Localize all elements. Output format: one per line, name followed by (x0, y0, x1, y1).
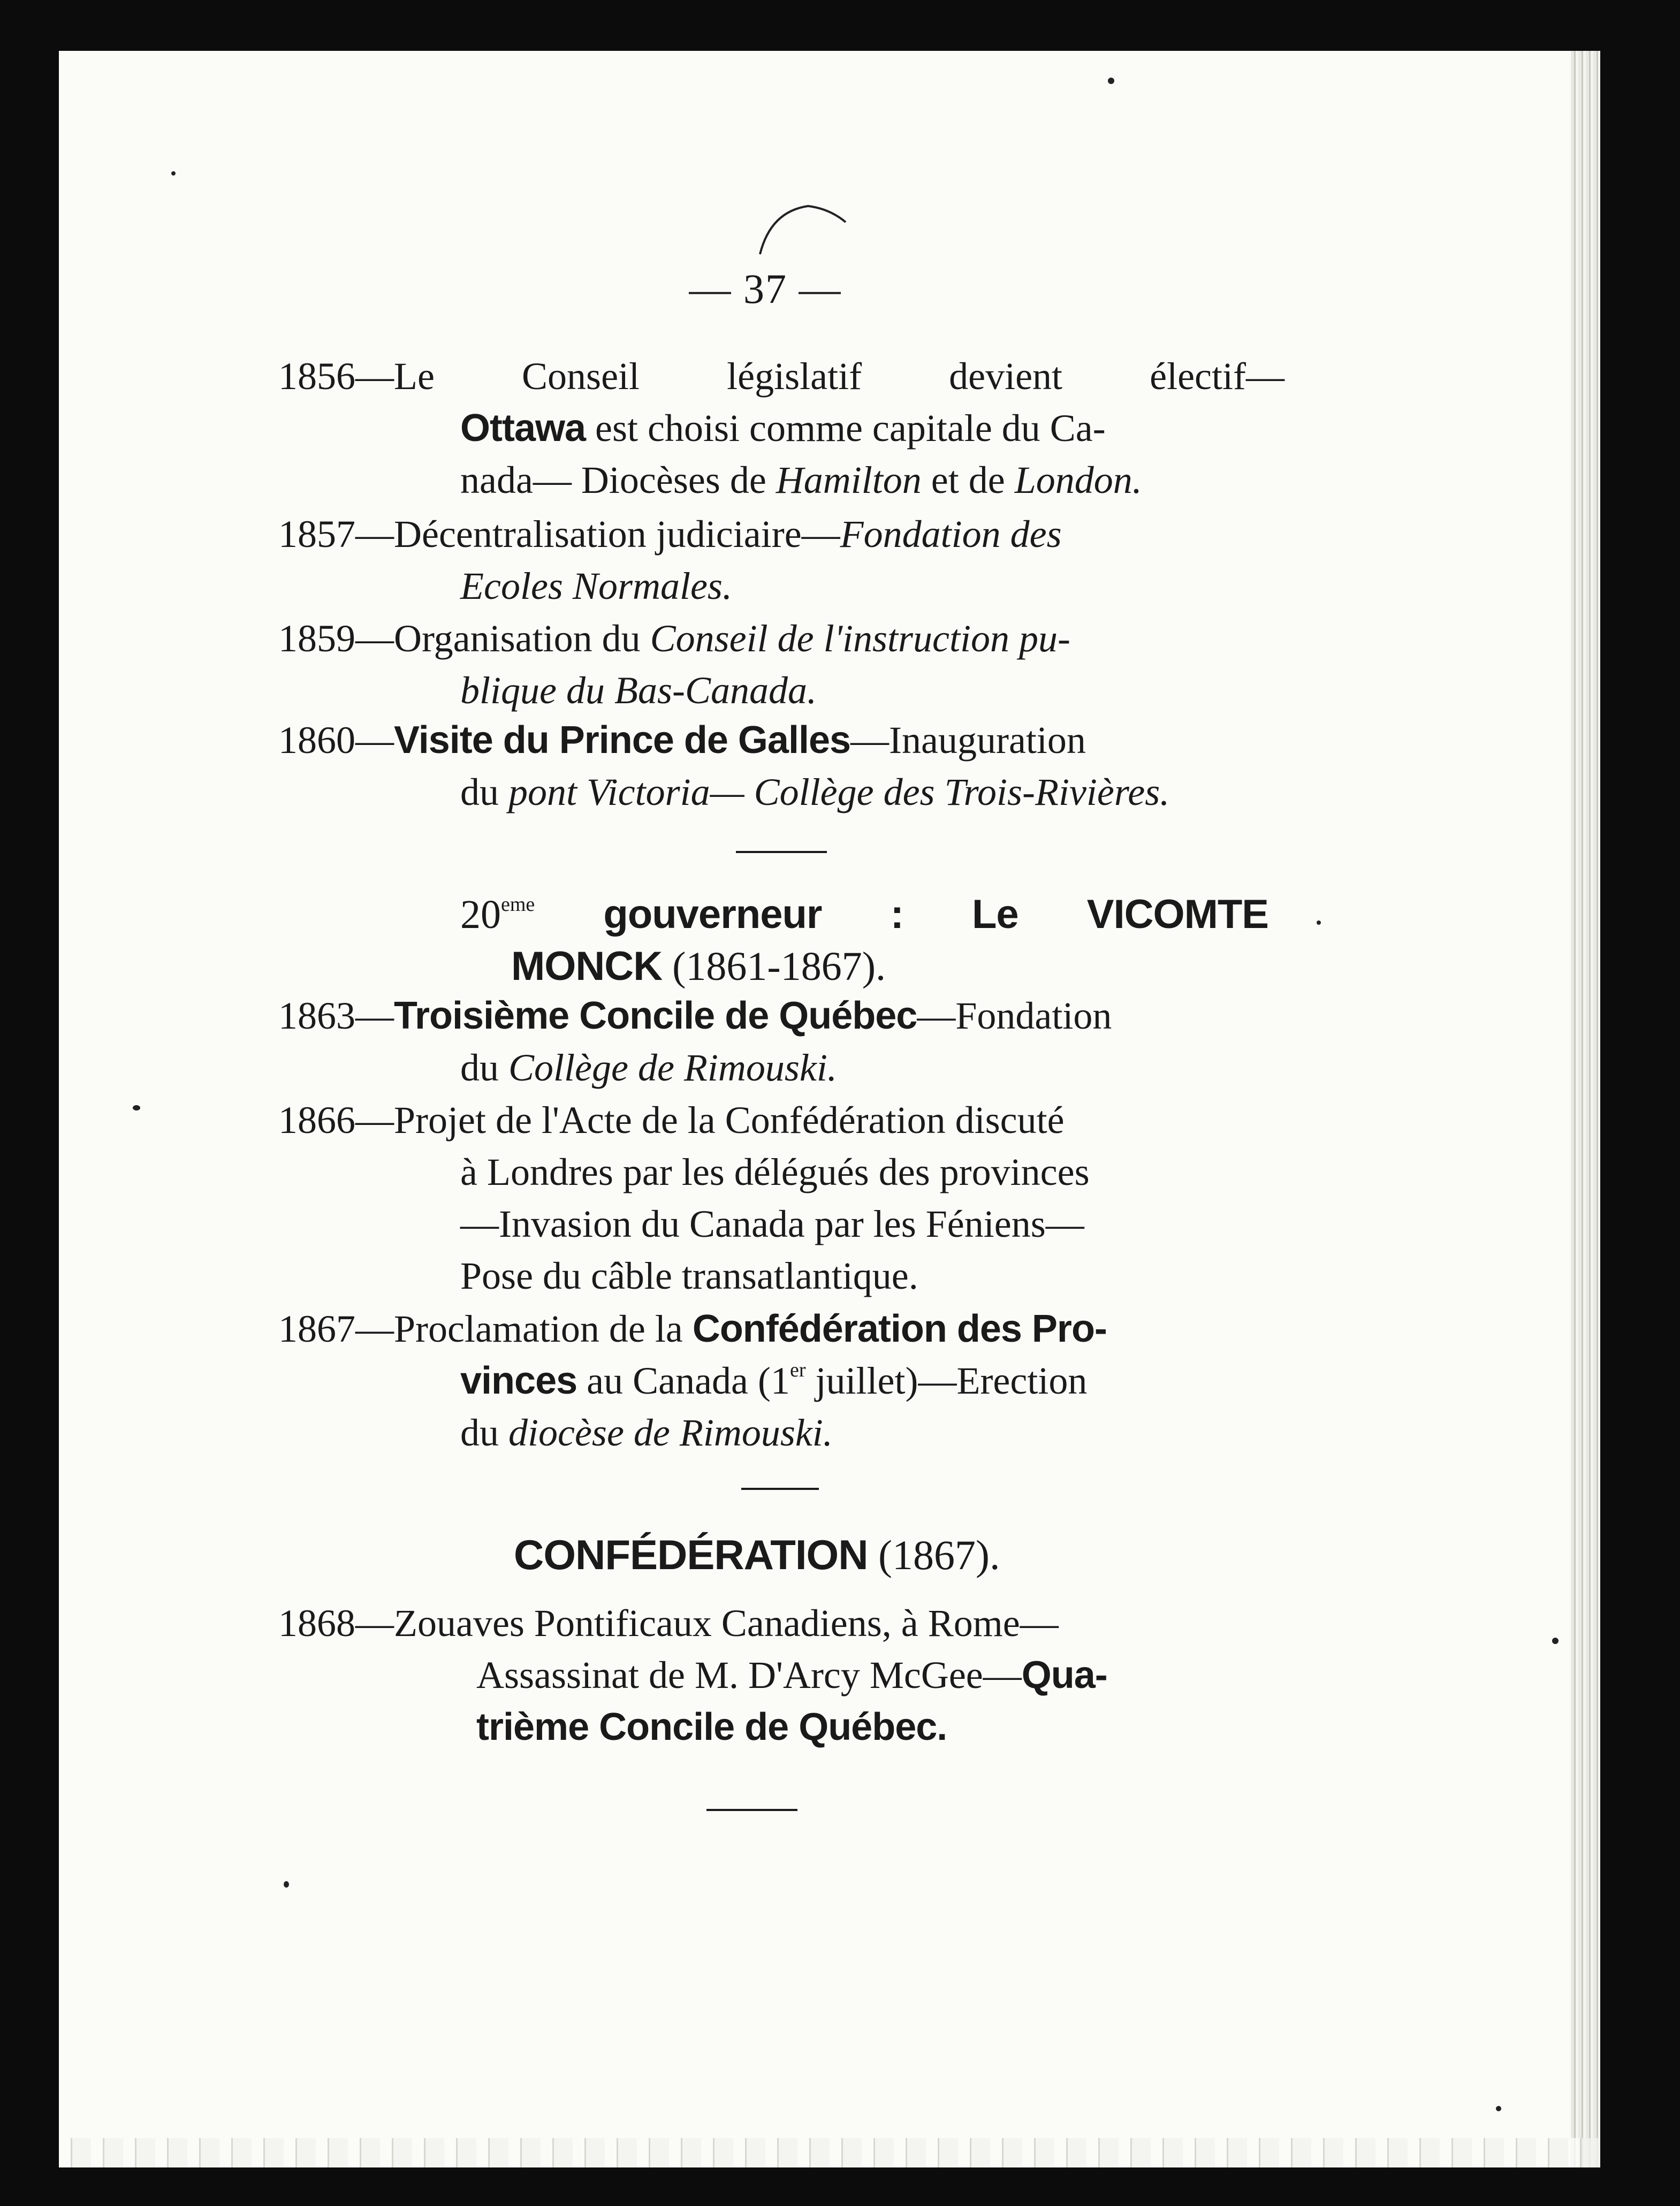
entry-bold: trième Concile de Québec. (476, 1706, 947, 1748)
entry-line (278, 990, 1284, 1042)
entry-1857 (278, 508, 1284, 612)
scan-speck (171, 171, 176, 176)
scan-border-top (0, 0, 1680, 51)
governor-heading (460, 888, 1268, 992)
ordinal-suffix: er (789, 1359, 806, 1381)
governor-name: Le VICOMTE (971, 892, 1268, 937)
scan-speck (1552, 1638, 1559, 1644)
entry-italic: Conseil de l'instruction pu- (650, 617, 1070, 660)
section-divider (706, 1809, 797, 1811)
entry-text: Assassinat de M. D'Arcy McGee— (476, 1654, 1022, 1697)
page-number: — 37 — (689, 265, 842, 312)
place-name: Hamilton (776, 459, 922, 501)
entry-italic: pont Victoria— Collège des Trois-Rivières. (508, 771, 1170, 813)
entry-italic: blique du Bas-Canada. (460, 669, 817, 712)
entry-italic: Fondation des (840, 513, 1062, 556)
entry-text: — (355, 719, 394, 762)
scan-speck (1317, 921, 1321, 925)
entry-bold: vinces (460, 1359, 577, 1402)
entry-text: du (460, 771, 508, 813)
entry-bold: Troisième Concile de Québec (394, 994, 917, 1037)
entry-year: 1856 (278, 355, 355, 398)
entry-line (278, 766, 1284, 818)
entry-italic: diocèse de Rimouski. (508, 1411, 833, 1454)
entry-line: Pose du câble transatlantique. (460, 1254, 918, 1297)
heading-bold: CONFÉDÉRATION (514, 1531, 868, 1578)
entry-line (278, 508, 1284, 560)
entry-text: —Zouaves Pontificaux Canadiens, à Rome— (355, 1602, 1059, 1645)
entry-year: 1867 (278, 1307, 355, 1350)
section-divider (736, 851, 827, 853)
scan-border-left (0, 0, 59, 2206)
heading-line (460, 940, 1268, 992)
entry-1859 (278, 613, 1284, 717)
entry-text: est choisi comme capitale du Ca- (586, 407, 1106, 450)
heading-dates: (1867). (868, 1532, 1000, 1578)
entry-year: 1863 (278, 994, 355, 1037)
section-divider (741, 1488, 819, 1490)
entry-text: au Canada (1 (577, 1359, 790, 1402)
page-edge (1571, 51, 1600, 2167)
entry-line (278, 560, 1284, 612)
entry-line (278, 613, 1284, 665)
entry-text: juillet)—Erection (805, 1359, 1088, 1402)
entry-year: 1859 (278, 617, 355, 660)
entry-bold: Visite du Prince de Galles (394, 719, 851, 762)
heading-line (460, 888, 1268, 940)
governor-name: MONCK (511, 944, 663, 989)
entry-line (278, 1094, 1284, 1146)
entry-1867 (278, 1303, 1284, 1459)
entry-text: —Proclamation de la (355, 1307, 693, 1350)
entry-year: 1866 (278, 1099, 355, 1142)
place-name: Ottawa (460, 407, 586, 450)
entry-bold: Confédération des Pro- (692, 1307, 1107, 1350)
entry-line (278, 1355, 1284, 1407)
entry-line (278, 665, 1284, 717)
entry-1868 (278, 1598, 1284, 1753)
entry-text: du (460, 1411, 508, 1454)
confederation-heading (514, 1525, 1103, 1584)
ordinal-suffix: eme (501, 893, 535, 916)
page-bottom-grain (59, 2138, 1600, 2167)
entry-year: 1860 (278, 719, 355, 762)
entry-text: —Organisation du (355, 617, 650, 660)
scan-speck (284, 1881, 289, 1888)
entry-1863 (278, 990, 1284, 1094)
entry-line (278, 1598, 1284, 1649)
entry-year: 1857 (278, 513, 355, 556)
entry-line (278, 1649, 1284, 1701)
scan-speck (1496, 2106, 1501, 2111)
entry-text: —Inauguration (850, 719, 1086, 762)
entry-year: 1868 (278, 1602, 355, 1645)
entry-line (278, 1407, 1284, 1459)
heading-text: gouverneur : (535, 892, 972, 937)
entry-line (278, 1042, 1284, 1094)
entry-line (278, 1701, 1284, 1753)
entry-text: du (460, 1046, 508, 1089)
entry-line (278, 454, 1284, 506)
entry-text: nada— Diocèses de (460, 459, 776, 501)
entry-text: —Décentralisation judiciaire— (355, 513, 840, 556)
entry-line (278, 714, 1284, 766)
entry-bold: Qua- (1021, 1654, 1107, 1697)
entry-1866 (278, 1094, 1284, 1302)
entry-text: —Fondation (917, 994, 1112, 1037)
entry-text: —Projet de l'Acte de la Confédération discuté (355, 1099, 1065, 1142)
scan-border-bottom (0, 2167, 1680, 2206)
scan-speck (1108, 78, 1114, 84)
entry-line (278, 1303, 1284, 1355)
entry-text: —Le Conseil législatif devient électif— (355, 355, 1284, 398)
entry-text: et de (921, 459, 1015, 501)
governor-ordinal: 20 (460, 892, 501, 937)
entry-line: à Londres par les délégués des provinces (460, 1151, 1090, 1193)
entry-italic: Collège de Rimouski. (508, 1046, 837, 1089)
entry-line (278, 351, 1284, 402)
scan-border-right (1600, 0, 1680, 2206)
scan-speck (133, 1105, 140, 1110)
entry-line (278, 402, 1284, 454)
pencil-mark-icon (749, 201, 851, 260)
entry-line: —Invasion du Canada par les Féniens— (460, 1203, 1084, 1245)
place-name: London. (1014, 459, 1142, 501)
entry-1856 (278, 351, 1284, 506)
governor-dates: (1861-1867). (662, 944, 886, 989)
entry-text: — (355, 994, 394, 1037)
entry-italic: Ecoles Normales. (460, 565, 732, 607)
entry-1860 (278, 714, 1284, 818)
